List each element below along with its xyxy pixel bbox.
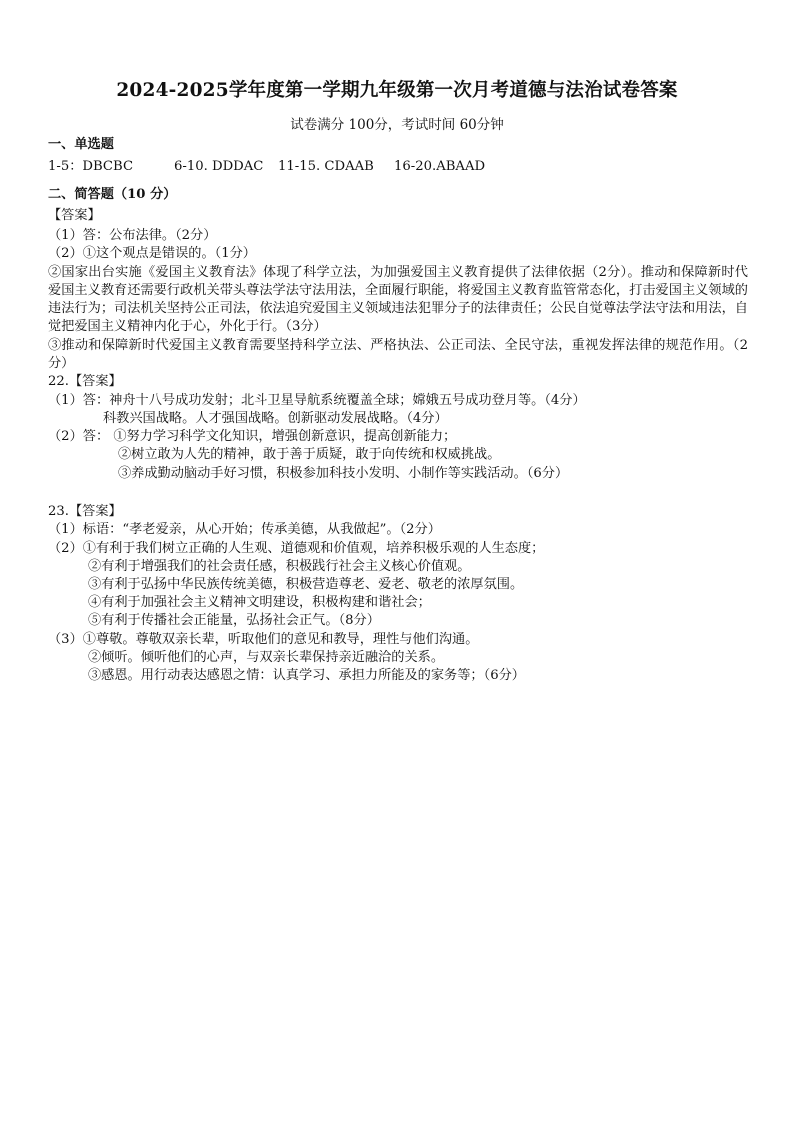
- q23-part2-point4: ④有利于加强社会主义精神文明建设，积极构建和谐社会；: [88, 595, 431, 610]
- mc-answer-1-5: 1-5：DBCBC: [48, 159, 134, 174]
- q21-answer-label: 【答案】: [48, 208, 101, 223]
- q22-part1: （1）答：神舟十八号成功发射；北斗卫星导航系统覆盖全球；嫦娥五号成功登月等。（4分）: [48, 393, 586, 408]
- q21-part2-point1: （2）①这个观点是错误的。（1分）: [48, 246, 256, 261]
- mc-answer-16-20: 16-20.ABAAD: [394, 159, 486, 174]
- q21-part2-point3: ③推动和保障新时代爱国主义教育需要坚持科学立法、严格执法、公正司法、全民守法，重视发挥法律的规范作用。（2分）: [48, 338, 748, 371]
- q22-part2-point1: （2）答： ①努力学习科学文化知识，增强创新意识，提高创新能力；: [48, 429, 457, 444]
- q23-part2-point5: ⑤有利于传播社会正能量，弘扬社会正气。（8分）: [88, 613, 380, 628]
- q21-part1: （1）答：公布法律。（2分）: [48, 228, 217, 243]
- q23-part2-point1: （2）①有利于我们树立正确的人生观、道德观和价值观，培养积极乐观的人生态度；: [48, 541, 545, 556]
- multiple-choice-answers: [48, 158, 485, 176]
- q23-part3-point2: ②倾听。倾听他们的心声，与双亲长辈保持亲近融洽的关系。: [88, 650, 445, 665]
- q23-part3-point1: （3）①尊敬。尊敬双亲长辈，听取他们的意见和教导，理性与他们沟通。: [48, 632, 479, 647]
- mc-answer-11-15: 11-15. CDAAB: [278, 159, 374, 174]
- q22-part2-point2: ②树立敢为人先的精神，敢于善于质疑，敢于向传统和权威挑战。: [118, 447, 501, 462]
- mc-answer-6-10: 6-10. DDDAC: [174, 159, 264, 174]
- section-heading-multiple-choice: 一、单选题: [48, 137, 114, 152]
- exam-info-subtitle: 试卷满分 100分，考试时间 60分钟: [290, 117, 504, 133]
- q22-part2-point3: ③养成勤动脑动手好习惯，积极参加科技小发明、小制作等实践活动。（6分）: [118, 466, 569, 481]
- q23-part2-point2: ②有利于增强我们的社会责任感，积极践行社会主义核心价值观。: [88, 559, 471, 574]
- page-title: 2024-2025学年度第一学期九年级第一次月考道德与法治试卷答案: [116, 80, 678, 101]
- q23-part2-point3: ③有利于弘扬中华民族传统美德，积极营造尊老、爱老、敬老的浓厚氛围。: [88, 577, 524, 592]
- q21-part2-point2: ②国家出台实施《爱国主义教育法》体现了科学立法，为加强爱国主义教育提供了法律依据（2分）。推动和保障新时代爱国主义教育还需要行政机关带头尊法学法守法用法，全面履行职能，将爱国主义教育监管常态化，打击爱国主义领域的违法行为；司法机关坚持公正司法，依法追究爱国主义领域违法犯罪分子的法律责任；公民自觉尊法学法守法和用法，自觉把爱国主义精神内化于心，外化于行。（3分）: [48, 265, 748, 334]
- q23-part1: （1）标语：“孝老爱亲，从心开始；传承美德，从我做起”。（2分）: [48, 522, 441, 537]
- q22-heading: 22.【答案】: [48, 374, 122, 389]
- q22-part1-strategies: 科教兴国战略。人才强国战略。创新驱动发展战略。（4分）: [103, 411, 448, 426]
- q23-heading: 23.【答案】: [48, 504, 122, 519]
- q23-part3-point3: ③感恩。用行动表达感恩之情：认真学习、承担力所能及的家务等；（6分）: [88, 668, 525, 683]
- section-heading-short-answer: 二、简答题（10 分）: [48, 187, 177, 202]
